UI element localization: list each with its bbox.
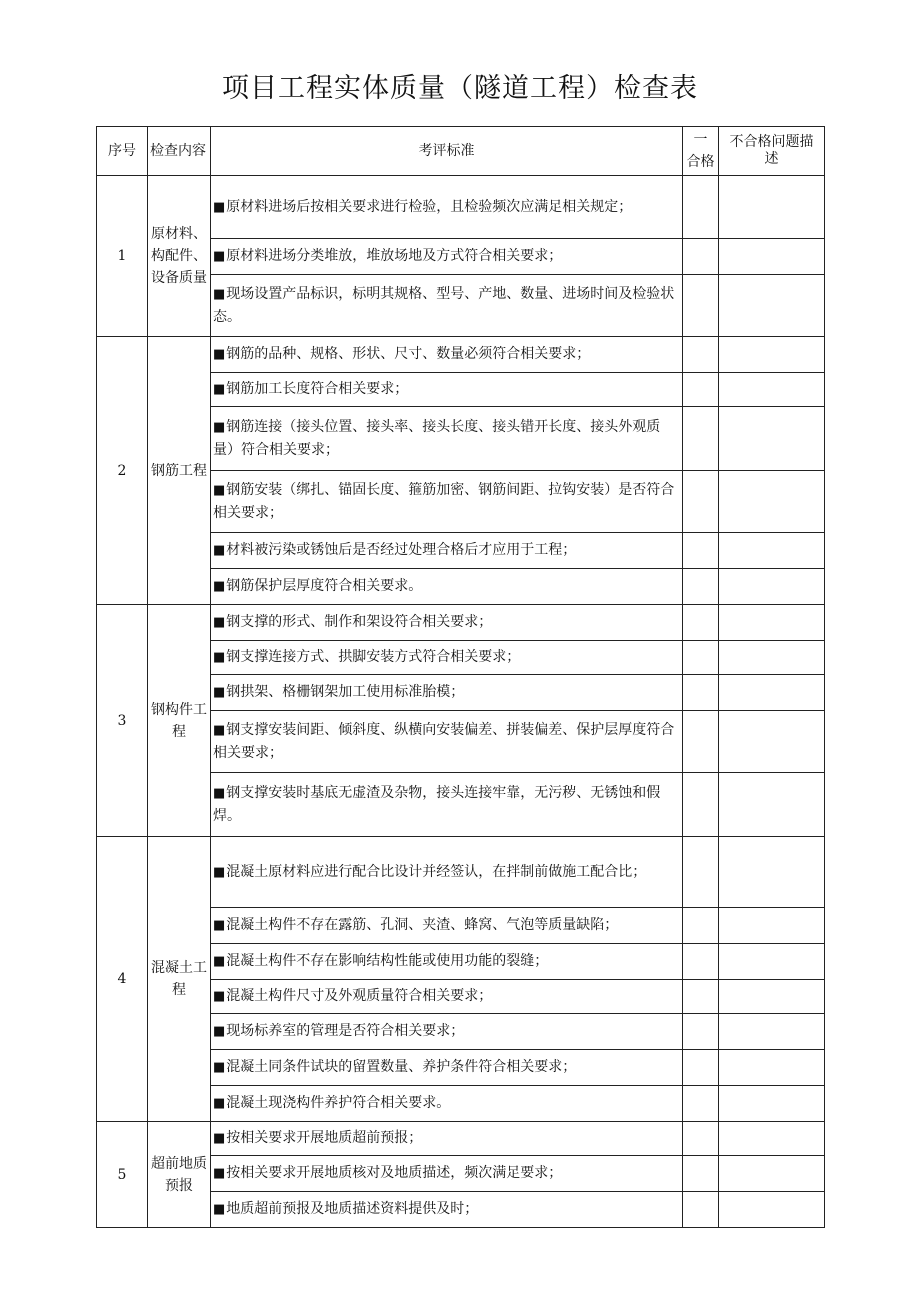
table-row	[97, 837, 825, 908]
fail-description-cell[interactable]	[719, 837, 825, 908]
criterion-text: 钢支撑的形式、制作和架设符合相关要求；	[226, 614, 493, 630]
criterion-cell	[211, 569, 683, 605]
bullet-square-icon: ■	[213, 420, 226, 435]
bullet-square-icon: ■	[213, 1131, 226, 1146]
header-criteria: 考评标准	[211, 127, 683, 176]
table-row	[97, 605, 825, 641]
bullet-square-icon: ■	[213, 864, 226, 880]
criterion-text: 钢筋保护层厚度符合相关要求。	[226, 578, 423, 594]
pass-cell[interactable]	[683, 569, 719, 605]
criterion-text: 原材料进场后按相关要求进行检验，且检验频次应满足相关规定；	[226, 198, 633, 215]
pass-cell[interactable]	[683, 773, 719, 837]
pass-cell[interactable]	[683, 533, 719, 569]
pass-cell[interactable]	[683, 373, 719, 407]
criterion-cell	[211, 1014, 683, 1050]
bullet-square-icon: ■	[213, 1060, 226, 1075]
fail-description-cell[interactable]	[719, 980, 825, 1014]
pass-cell[interactable]	[683, 1086, 719, 1122]
bullet-square-icon: ■	[213, 579, 226, 594]
page-title: 项目工程实体质量（隧道工程）检查表	[222, 73, 698, 104]
criterion-cell	[211, 407, 683, 471]
header-fail-desc: 不合格问题描述	[719, 127, 825, 176]
fail-description-cell[interactable]	[719, 773, 825, 837]
criterion-cell	[211, 337, 683, 373]
bullet-square-icon: ■	[213, 1096, 226, 1111]
bullet-square-icon: ■	[213, 615, 226, 630]
fail-description-cell[interactable]	[719, 1050, 825, 1086]
criterion-text: 钢拱架、格栅钢架加工使用标准胎模；	[226, 684, 465, 700]
criterion-cell	[211, 471, 683, 533]
pass-cell[interactable]	[683, 1122, 719, 1156]
section-number: 3	[97, 605, 148, 837]
criterion-cell	[211, 675, 683, 711]
criterion-cell	[211, 176, 683, 239]
table-body	[97, 176, 825, 1228]
section-number: 2	[97, 337, 148, 605]
pass-cell[interactable]	[683, 980, 719, 1014]
pass-cell[interactable]	[683, 908, 719, 944]
criterion-cell	[211, 837, 683, 908]
criterion-text: 钢支撑安装间距、倾斜度、纵横向安装偏差、拼装偏差、保护层厚度符合相关要求；	[213, 722, 675, 761]
criterion-cell	[211, 605, 683, 641]
bullet-square-icon: ■	[213, 786, 226, 801]
criterion-text: 钢筋加工长度符合相关要求；	[226, 381, 409, 397]
header-content: 检查内容	[148, 127, 211, 176]
criterion-cell	[211, 908, 683, 944]
header-pass-label: 合格	[686, 154, 715, 170]
criterion-cell	[211, 1156, 683, 1192]
criterion-cell	[211, 275, 683, 337]
bullet-square-icon: ■	[213, 1202, 226, 1217]
criterion-text: 钢筋的品种、规格、形状、尺寸、数量必须符合相关要求；	[226, 346, 591, 362]
pass-cell[interactable]	[683, 471, 719, 533]
pass-cell[interactable]	[683, 944, 719, 980]
fail-description-cell[interactable]	[719, 1122, 825, 1156]
criterion-cell	[211, 1086, 683, 1122]
section-number: 4	[97, 837, 148, 1122]
criterion-cell	[211, 239, 683, 275]
criterion-text: 现场设置产品标识，标明其规格、型号、产地、数量、进场时间及检验状态。	[213, 286, 675, 325]
section-category: 钢筋工程	[148, 337, 211, 605]
header-row	[97, 127, 825, 176]
section-category: 钢构件工程	[148, 605, 211, 837]
criterion-cell	[211, 1122, 683, 1156]
pass-cell[interactable]	[683, 176, 719, 239]
criterion-text: 材料被污染或锈蚀后是否经过处理合格后才应用于工程；	[226, 542, 577, 558]
criterion-text: 按相关要求开展地质核对及地质描述，频次满足要求；	[226, 1165, 563, 1181]
pass-cell[interactable]	[683, 1050, 719, 1086]
criterion-text: 现场标养室的管理是否符合相关要求；	[226, 1023, 465, 1039]
fail-description-cell[interactable]	[719, 711, 825, 773]
fail-description-cell[interactable]	[719, 641, 825, 675]
pass-cell[interactable]	[683, 711, 719, 773]
fail-description-cell[interactable]	[719, 675, 825, 711]
bullet-square-icon: ■	[213, 989, 226, 1004]
fail-description-cell[interactable]	[719, 944, 825, 980]
fail-description-cell[interactable]	[719, 239, 825, 275]
header-pass	[683, 127, 719, 176]
header-seq: 序号	[97, 127, 148, 176]
pass-cell[interactable]	[683, 1014, 719, 1050]
bullet-square-icon: ■	[213, 382, 226, 397]
table-row	[97, 176, 825, 239]
criterion-cell	[211, 1050, 683, 1086]
fail-description-cell[interactable]	[719, 569, 825, 605]
fail-description-cell[interactable]	[719, 176, 825, 239]
criterion-cell	[211, 533, 683, 569]
pass-cell[interactable]	[683, 239, 719, 275]
criterion-text: 钢筋连接（接头位置、接头率、接头长度、接头错开长度、接头外观质量）符合相关要求；	[213, 419, 661, 458]
criterion-text: 按相关要求开展地质超前预报；	[226, 1130, 423, 1146]
bullet-square-icon: ■	[213, 954, 226, 969]
fail-description-cell[interactable]	[719, 605, 825, 641]
criterion-text: 混凝土现浇构件养护符合相关要求。	[226, 1095, 451, 1111]
criterion-cell	[211, 980, 683, 1014]
bullet-square-icon: ■	[213, 287, 226, 302]
criterion-cell	[211, 944, 683, 980]
bullet-square-icon: ■	[213, 1024, 226, 1039]
bullet-square-icon: ■	[213, 249, 226, 264]
bullet-square-icon: ■	[213, 1166, 226, 1181]
criterion-text: 地质超前预报及地质描述资料提供及时；	[226, 1201, 479, 1217]
table-row	[97, 1122, 825, 1156]
fail-description-cell[interactable]	[719, 1086, 825, 1122]
pass-cell[interactable]	[683, 407, 719, 471]
section-category: 超前地质预报	[148, 1122, 211, 1228]
fail-description-cell[interactable]	[719, 1192, 825, 1228]
criterion-cell	[211, 641, 683, 675]
criterion-cell	[211, 773, 683, 837]
criterion-text: 混凝土同条件试块的留置数量、养护条件符合相关要求；	[226, 1059, 577, 1075]
bullet-square-icon: ■	[213, 347, 226, 362]
table-row	[97, 337, 825, 373]
pass-cell[interactable]	[683, 275, 719, 337]
pass-cell[interactable]	[683, 837, 719, 908]
bullet-square-icon: ■	[213, 723, 226, 738]
bullet-square-icon: ■	[213, 483, 226, 498]
fail-description-cell[interactable]	[719, 1014, 825, 1050]
section-number: 1	[97, 176, 148, 337]
criterion-text: 混凝土原材料应进行配合比设计并经签认，在拌制前做施工配合比；	[226, 863, 647, 880]
pass-cell[interactable]	[683, 605, 719, 641]
fail-description-cell[interactable]	[719, 337, 825, 373]
bullet-square-icon: ■	[213, 199, 226, 215]
criterion-cell	[211, 1192, 683, 1228]
pass-cell[interactable]	[683, 1156, 719, 1192]
criterion-text: 钢支撑连接方式、拱脚安装方式符合相关要求；	[226, 649, 521, 665]
fail-description-cell[interactable]	[719, 373, 825, 407]
fail-description-cell[interactable]	[719, 275, 825, 337]
bullet-square-icon: ■	[213, 918, 226, 933]
bullet-square-icon: ■	[213, 650, 226, 665]
pass-cell[interactable]	[683, 1192, 719, 1228]
header-pass-mark: 一	[693, 132, 708, 148]
bullet-square-icon: ■	[213, 685, 226, 700]
fail-description-cell[interactable]	[719, 908, 825, 944]
bullet-square-icon: ■	[213, 543, 226, 558]
inspection-table	[96, 126, 825, 1228]
fail-description-cell[interactable]	[719, 407, 825, 471]
criterion-text: 原材料进场分类堆放，堆放场地及方式符合相关要求；	[226, 248, 563, 264]
section-category: 原材料、构配件、设备质量	[148, 176, 211, 337]
pass-cell[interactable]	[683, 675, 719, 711]
fail-description-cell[interactable]	[719, 1156, 825, 1192]
pass-cell[interactable]	[683, 337, 719, 373]
criterion-cell	[211, 711, 683, 773]
criterion-text: 混凝土构件尺寸及外观质量符合相关要求；	[226, 988, 493, 1004]
section-category: 混凝土工程	[148, 837, 211, 1122]
pass-cell[interactable]	[683, 641, 719, 675]
criterion-text: 钢筋安装（绑扎、锚固长度、箍筋加密、钢筋间距、拉钩安装）是否符合相关要求；	[213, 482, 675, 521]
fail-description-cell[interactable]	[719, 471, 825, 533]
fail-description-cell[interactable]	[719, 533, 825, 569]
section-number: 5	[97, 1122, 148, 1228]
criterion-cell	[211, 373, 683, 407]
criterion-text: 混凝土构件不存在影响结构性能或使用功能的裂缝；	[226, 953, 549, 969]
criterion-text: 钢支撑安装时基底无虚渣及杂物，接头连接牢靠，无污秽、无锈蚀和假焊。	[213, 785, 661, 824]
criterion-text: 混凝土构件不存在露筋、孔洞、夹渣、蜂窝、气泡等质量缺陷；	[226, 917, 619, 933]
